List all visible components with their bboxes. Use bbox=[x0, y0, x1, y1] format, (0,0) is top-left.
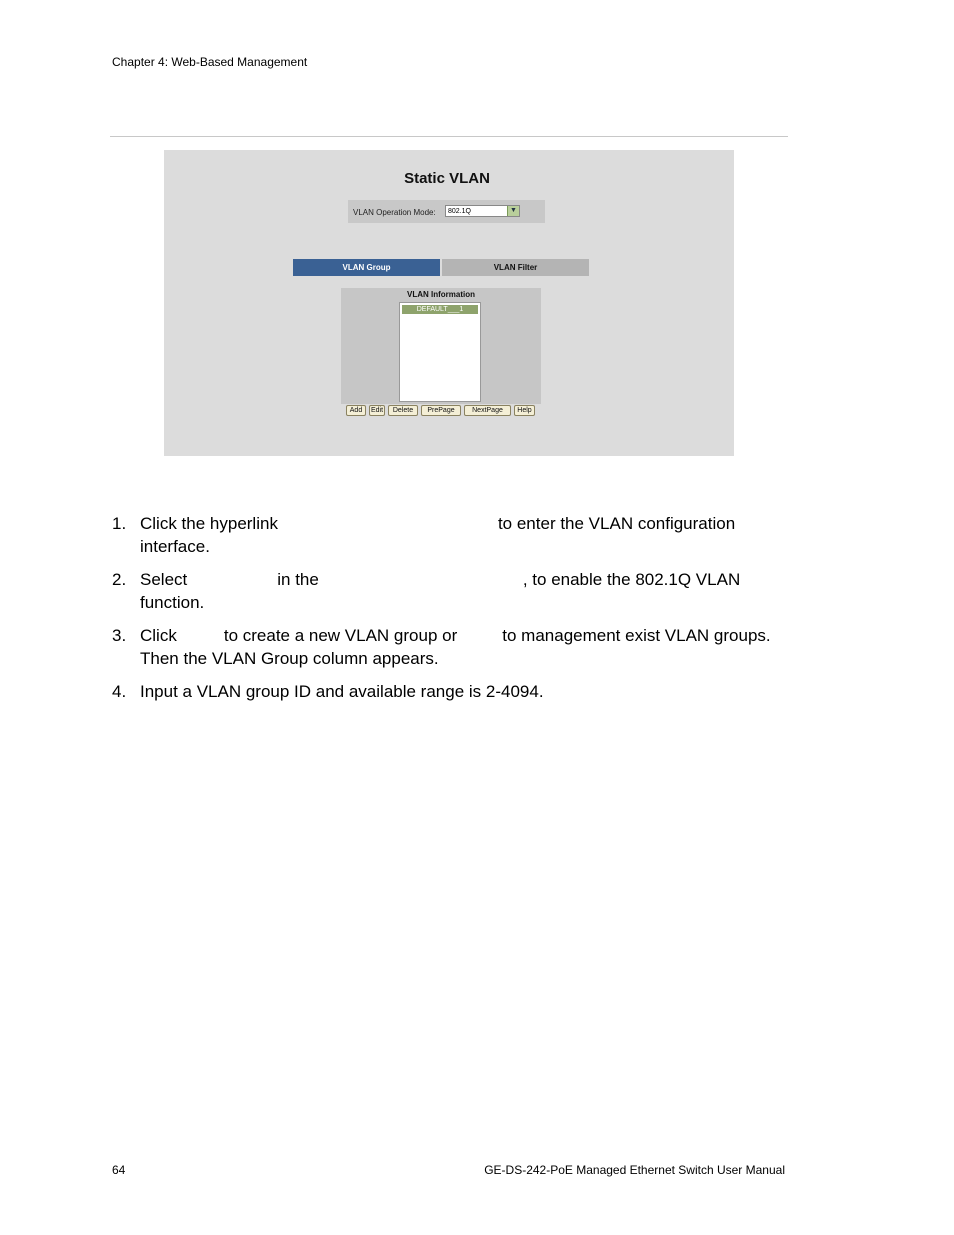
list-item[interactable]: DEFAULT___1 bbox=[402, 305, 478, 314]
manual-title: GE-DS-242-PoE Managed Ethernet Switch User Manual bbox=[484, 1163, 785, 1177]
step-text: in the bbox=[277, 570, 319, 589]
chevron-down-icon[interactable]: ▼ bbox=[507, 206, 519, 216]
list-item bbox=[112, 680, 792, 703]
vlan-info-title: VLAN Information bbox=[407, 290, 475, 299]
step-text: Click the hyperlink bbox=[140, 514, 278, 533]
tab-vlan-filter[interactable]: VLAN Filter bbox=[442, 259, 589, 276]
step-number: 3. bbox=[112, 626, 127, 645]
instruction-list bbox=[112, 512, 792, 713]
step-number: 2. bbox=[112, 570, 127, 589]
list-item bbox=[112, 568, 792, 614]
step-text: Select bbox=[140, 570, 188, 589]
list-item bbox=[112, 512, 792, 558]
edit-button[interactable]: Edit bbox=[370, 407, 384, 414]
list-item bbox=[112, 624, 792, 670]
nextpage-button[interactable]: NextPage bbox=[464, 405, 511, 416]
vlan-mode-value: 802.1Q bbox=[448, 208, 471, 215]
vlan-mode-select[interactable] bbox=[445, 205, 520, 217]
step-text: to create a new VLAN group or bbox=[223, 626, 458, 645]
header-rule bbox=[110, 136, 788, 137]
step-text: Click bbox=[140, 626, 177, 645]
tab-vlan-group[interactable]: VLAN Group bbox=[293, 259, 440, 276]
step-number: 4. bbox=[112, 682, 127, 701]
step-text: to enter the VLAN configuration interface. bbox=[140, 514, 736, 556]
prepage-button[interactable]: PrePage bbox=[421, 405, 461, 416]
page-number: 64 bbox=[112, 1163, 126, 1177]
help-button[interactable]: Help bbox=[514, 405, 535, 416]
step-text: to management exist VLAN groups. Then the VLAN Group column appears. bbox=[140, 626, 771, 668]
step-text: Input a VLAN group ID and available range is 2-4094. bbox=[140, 682, 544, 701]
vlan-mode-box bbox=[348, 200, 545, 223]
chapter-header: Chapter 4: Web-Based Management bbox=[112, 55, 308, 69]
step-number: 1. bbox=[112, 514, 127, 533]
delete-button[interactable]: Delete bbox=[388, 405, 418, 416]
vlan-mode-label: VLAN Operation Mode: bbox=[353, 208, 436, 217]
add-button[interactable]: Add bbox=[346, 405, 366, 416]
static-vlan-screenshot bbox=[164, 150, 734, 456]
step-text: , to enable the 802.1Q VLAN function. bbox=[140, 570, 741, 612]
vlan-info-panel bbox=[341, 288, 541, 404]
vlan-list[interactable] bbox=[399, 302, 481, 402]
screenshot-title: Static VLAN bbox=[404, 170, 490, 187]
